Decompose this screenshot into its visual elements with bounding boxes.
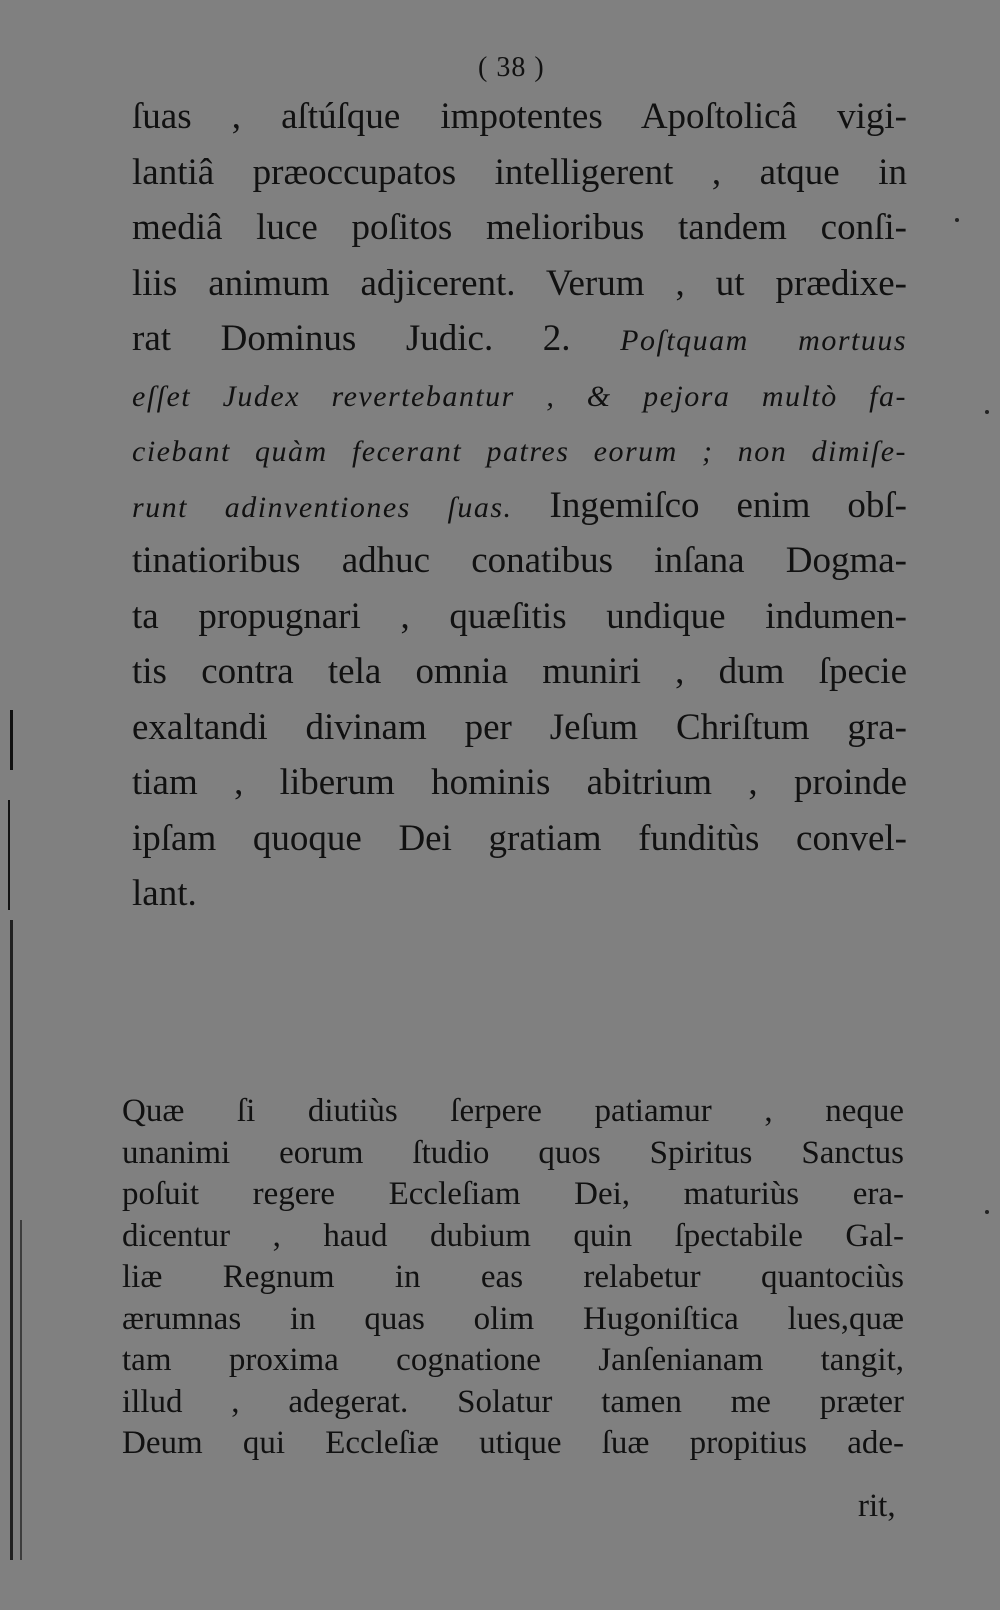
italic-text: eſſet Judex revertebantur , & pejora multò fa- [132, 379, 907, 413]
scan-edge-mark [10, 920, 13, 1560]
italic-text: Poſtquam mortuus [620, 324, 908, 357]
text-line [132, 764, 907, 801]
body-text: lantiâ præoccupatos intelligerent , atque in [132, 151, 907, 193]
body-text: unanimi eorum ſtudio quos Spiritus Sanctus [122, 1134, 904, 1171]
body-text: tiam , liberum hominis abitrium , proinde [132, 762, 907, 803]
text-line [122, 1217, 904, 1254]
text-line [122, 1427, 904, 1460]
body-text: dicentur , haud dubium quin ſpectabile Gal- [122, 1217, 904, 1254]
text-line [132, 542, 907, 579]
text-line [132, 98, 907, 135]
catchword: rit, [858, 1488, 896, 1524]
text-line [132, 706, 907, 748]
scan-speck [985, 1210, 989, 1214]
body-text: tinatioribus adhuc conatibus inſana Dogma- [132, 540, 907, 581]
body-text: lant. [132, 873, 197, 914]
body-text: poſuit regere Eccleſiam Dei, maturiùs era- [122, 1176, 904, 1212]
text-line [132, 151, 907, 193]
text-line [122, 1178, 904, 1211]
body-text: liis animum adjicerent. Verum , ut prædixe- [132, 262, 907, 304]
page-number: ( 38 ) [478, 52, 545, 83]
body-text: ipſam quoque Dei gratiam funditùs convel- [132, 817, 907, 859]
text-line [122, 1095, 904, 1128]
scan-speck [985, 410, 989, 414]
text-line [122, 1261, 904, 1294]
text-line [122, 1300, 904, 1337]
scan-edge-mark [20, 1220, 22, 1560]
text-line [122, 1383, 904, 1420]
text-line [132, 484, 907, 526]
body-text: liæ Regnum in eas relabetur quantociùs [122, 1259, 904, 1295]
body-text: tis contra tela omnia muniri , dum ſpecie [132, 651, 907, 692]
body-text: mediâ luce poſitos melioribus tandem conſi- [132, 207, 907, 248]
body-text: ærumnas in quas olim Hugoniſtica lues,quæ [122, 1300, 904, 1337]
text-line [122, 1344, 904, 1377]
body-text: exaltandi divinam per Jeſum Chriſtum gra- [132, 706, 907, 748]
body-text: ſuas , aſtúſque impotentes Apoſtolicâ vigi- [132, 96, 907, 137]
body-text: rat Dominus Judic. 2. [132, 318, 621, 359]
text-line [132, 262, 907, 304]
scan-edge-mark [8, 800, 10, 910]
body-text: Quæ ſi diutiùs ſerpere patiamur , neque [122, 1093, 904, 1129]
body-text: illud , adegerat. Solatur tamen me præter [122, 1383, 904, 1420]
text-line [132, 817, 907, 859]
scan-edge-mark [10, 710, 13, 770]
text-line [132, 376, 907, 413]
text-line [132, 595, 907, 637]
scan-speck [955, 218, 959, 222]
body-text: tam proxima cognatione Janſenianam tangit, [122, 1342, 904, 1378]
text-line [132, 653, 907, 690]
text-line [132, 431, 907, 468]
text-line [132, 320, 907, 357]
text-line [132, 209, 907, 246]
italic-text: ciebant quàm fecerant patres eorum ; non dimiſe- [132, 435, 907, 468]
text-line [122, 1134, 904, 1171]
italic-text: runt adinventiones ſuas. [132, 490, 513, 524]
text-line [132, 875, 197, 912]
body-text: Ingemiſco enim obſ- [512, 484, 907, 526]
body-text: Deum qui Eccleſiæ utique ſuæ propitius ade- [122, 1425, 904, 1461]
body-text: ta propugnari , quæſitis undique indumen- [132, 595, 907, 637]
